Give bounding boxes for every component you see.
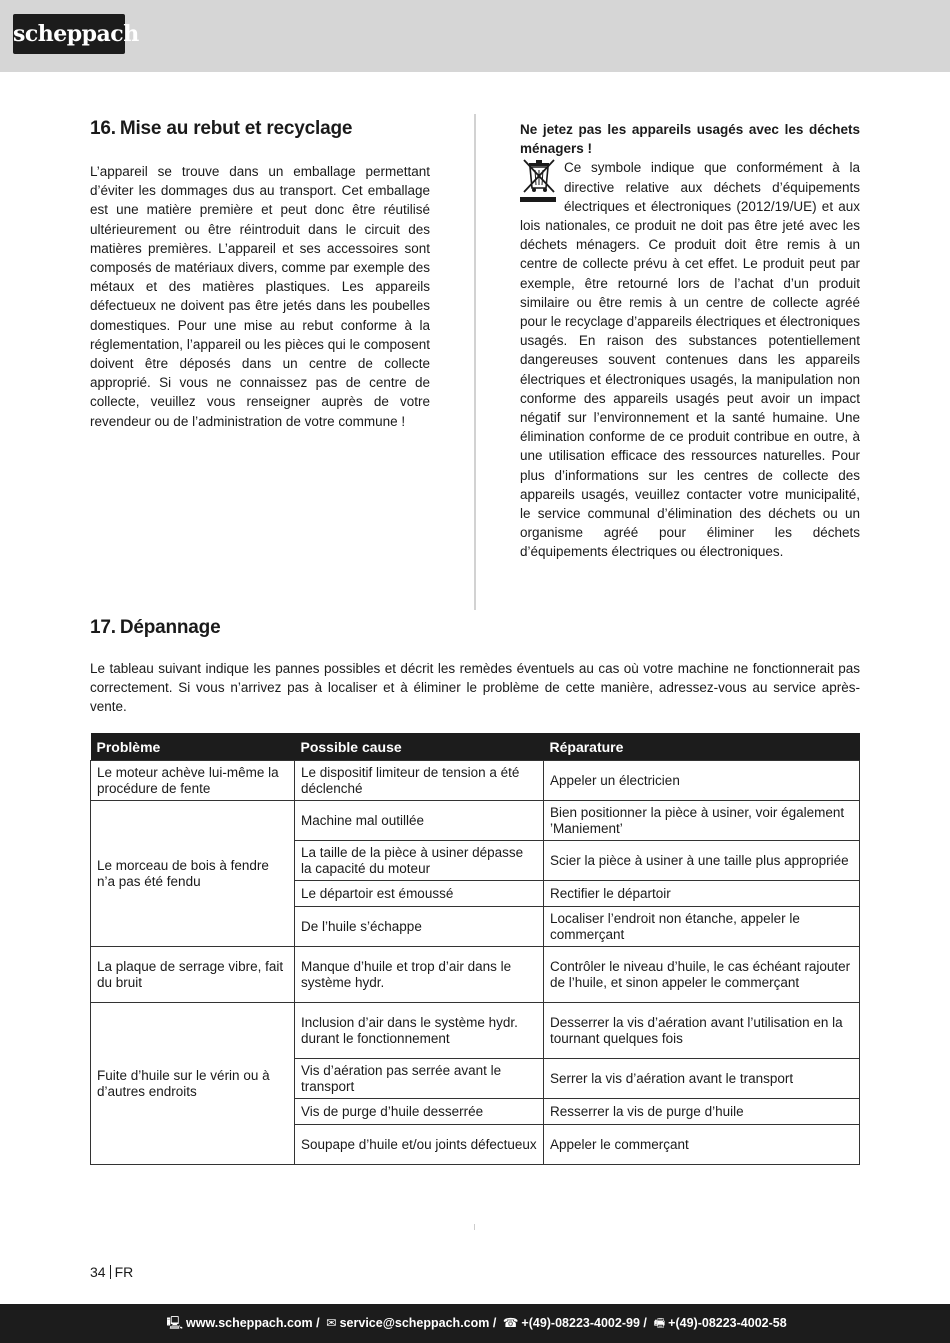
weee-notice — [520, 112, 860, 562]
section-17-intro: Le tableau suivant indique les pannes possibles et décrit les remèdes éventuels au cas où votre machine ne fonctionnerait pas correctement. Si vous n’arrivez pas à localiser et à éliminer le problème de cette manière, adressez-vous au service après-vente. — [90, 661, 860, 715]
fix-cell: Desserrer la vis d’aération avant l’utilisation en la tournant quelques fois — [544, 1003, 860, 1059]
section-17-number: 17. — [90, 617, 116, 638]
problem-cell: Le moteur achève lui-même la procédure de fente — [91, 761, 295, 801]
section-16 — [90, 112, 430, 431]
problem-cell: La plaque de serrage vibre, fait du bruit — [91, 947, 295, 1003]
section-17-heading — [90, 615, 860, 641]
header-cause: Possible cause — [295, 733, 544, 761]
footer-website[interactable]: www.scheppach.com — [186, 1316, 313, 1330]
header-problem: Problème — [91, 733, 295, 761]
section-16-heading — [90, 116, 430, 142]
column-divider — [474, 114, 476, 610]
footer-separator: / — [316, 1316, 320, 1330]
page-number — [90, 1264, 133, 1280]
footer-phone[interactable]: +(49)-08223-4002-99 — [521, 1316, 640, 1330]
fix-cell: Localiser l’endroit non étanche, appeler le commerçant — [544, 907, 860, 947]
header-fix: Réparature — [544, 733, 860, 761]
header-bar — [0, 0, 950, 72]
cause-cell: Le départoir est émoussé — [295, 881, 544, 907]
problem-cell: Le morceau de bois à fendre n’a pas été fendu — [91, 801, 295, 947]
fix-cell: Appeler le commerçant — [544, 1125, 860, 1165]
fix-cell: Serrer la vis d’aération avant le transport — [544, 1059, 860, 1099]
footer-separator: / — [492, 1316, 497, 1330]
cause-cell: Le dispositif limiteur de tension a été déclenché — [295, 761, 544, 801]
footer-separator: / — [643, 1316, 647, 1330]
fax-icon: 🖷 — [653, 1316, 666, 1330]
weee-block — [520, 158, 860, 561]
cause-cell: Machine mal outillée — [295, 801, 544, 841]
page-separator — [110, 1265, 111, 1279]
footer-bar — [0, 1304, 950, 1343]
cause-cell: Vis d’aération pas serrée avant le transport — [295, 1059, 544, 1099]
troubleshooting-table — [90, 733, 860, 1165]
page-number-value: 34 — [90, 1264, 106, 1280]
section-16-number: 16. — [90, 118, 116, 139]
section-17-title: Dépannage — [119, 617, 221, 638]
section-16-body: L’appareil se trouve dans un emballage permettant d’éviter les dommages dus au transport. Cet emballage est une matière première et peut donc être réutilisé ultérieurement ou être réintroduit dans le circuit des matières premières. L’appareil et ses accessoires sont composés de matériaux divers, comme par exemple des métaux et des matières plastiques. Les appareils défectueux ne doivent pas être jetés dans les poubelles domestiques. Pour une mise au rebut conforme à la réglementation, l’appareil ou les pièces qui le composent doivent être déposés dans un centre de collecte approprié. Si vous ne connaissez pas de centre de collecte, veuillez vous renseigner auprès de votre revendeur ou de l’administration de votre commune ! — [90, 164, 430, 429]
section-17 — [90, 611, 860, 717]
fix-cell: Appeler un électricien — [544, 761, 860, 801]
table-row — [91, 761, 860, 801]
table-header-row — [91, 733, 860, 761]
weee-heading: Ne jetez pas les appareils usagés avec les déchets ménagers ! — [520, 122, 860, 157]
center-tick — [474, 1224, 475, 1230]
scheppach-logo[interactable]: scheppach — [13, 14, 125, 54]
fix-cell: Resserrer la vis de purge d’huile — [544, 1099, 860, 1125]
cause-cell: Soupape d’huile et/ou joints défectueux — [295, 1125, 544, 1165]
cause-cell: Vis de purge d’huile desserrée — [295, 1099, 544, 1125]
fix-cell: Rectifier le départoir — [544, 881, 860, 907]
footer-fax[interactable]: +(49)-08223-4002-58 — [668, 1316, 787, 1330]
crossed-out-bin-icon — [520, 158, 558, 202]
table-row — [91, 1003, 860, 1059]
cause-cell: De l’huile s’échappe — [295, 907, 544, 947]
fix-cell: Scier la pièce à usiner à une taille plus appropriée — [544, 841, 860, 881]
table-row — [91, 801, 860, 841]
cause-cell: La taille de la pièce à usiner dépasse la capacité du moteur — [295, 841, 544, 881]
mail-icon: ✉ — [326, 1316, 337, 1330]
footer-email[interactable]: service@scheppach.com — [339, 1316, 490, 1330]
cause-cell: Inclusion d’air dans le système hydr. durant le fonctionnement — [295, 1003, 544, 1059]
phone-icon: ☎ — [502, 1316, 519, 1330]
problem-cell: Fuite d’huile sur le vérin ou à d’autres endroits — [91, 1003, 295, 1165]
fix-cell: Contrôler le niveau d’huile, le cas échéant rajouter de l’huile, et sinon appeler le commerçant — [544, 947, 860, 1003]
cause-cell: Manque d’huile et trop d’air dans le système hydr. — [295, 947, 544, 1003]
fix-cell: Bien positionner la pièce à usiner, voir également ’Maniement’ — [544, 801, 860, 841]
weee-body: Ce symbole indique que conformément à la directive relative aux déchets d’équipements électriques et électroniques (2012/19/UE) et aux lois nationales, ce produit ne doit pas être jeté avec les déchets ménagers. Ce produit doit être remis à un centre de collecte prévu à cet effet. Le produit peut par exemple, être retourné lors de l’achat d’un produit similaire ou être remis à un centre de collecte agréé pour le recyclage d’appareils électriques et électroniques usagés. En raison des substances potentiellement dangereuses souvent contenues dans les appareils électriques et électroniques usagés, la manipulation non conforme des appareils usagés peut avoir un impact négatif sur l’environnement et la santé humaine. Une élimination conforme de ce produit contribue en outre, à une utilisation efficace des ressources naturelles. Pour plus d’informations sur les centres de collecte des appareils usagés, veuillez contacter votre municipalité, le service communal d’élimination des déchets ou un organisme agréé pour éliminer les déchets d’équipements électriques ou électroniques. — [520, 160, 860, 560]
computer-icon: 🖳 — [166, 1316, 184, 1330]
page-language: FR — [114, 1264, 134, 1280]
section-16-title: Mise au rebut et recyclage — [119, 118, 353, 139]
table-row — [91, 947, 860, 1003]
